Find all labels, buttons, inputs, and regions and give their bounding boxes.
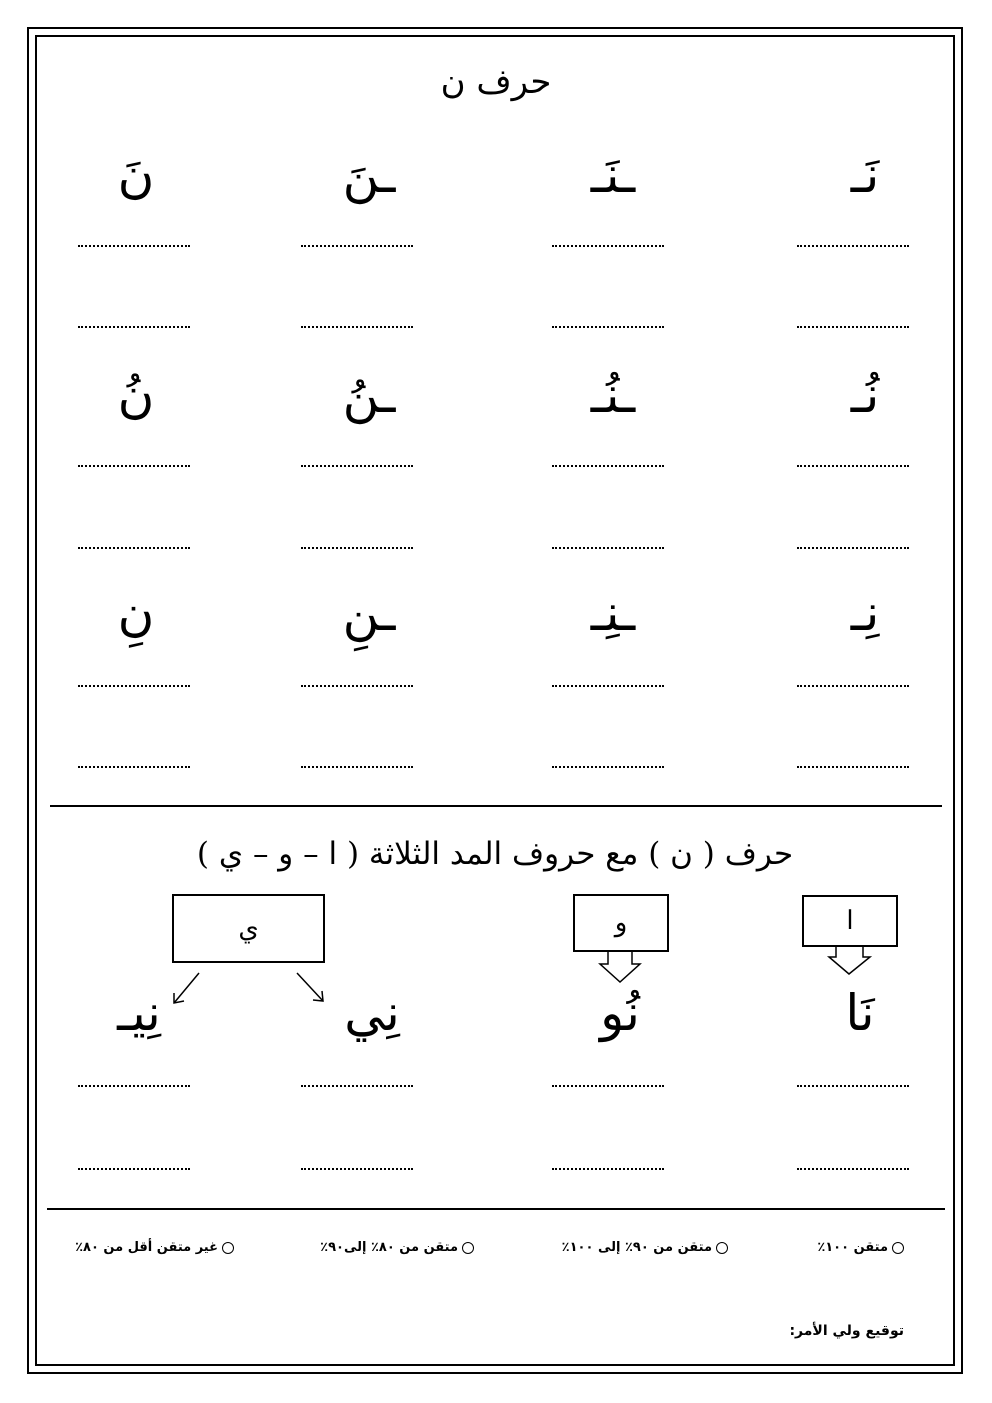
box-ya: ي [172,894,325,963]
writing-line[interactable] [552,1167,664,1170]
letter-row1-middle: ـنَـ [590,146,636,204]
radio-circle-icon[interactable] [892,1242,904,1254]
radio-circle-icon[interactable] [222,1242,234,1254]
letter-row1-isolated: نَ [117,146,155,204]
letter-row3-middle: ـنِـ [590,584,636,642]
letter-row2-end: ـنُ [342,366,396,424]
down-arrow-icon [829,946,870,974]
box-alif: ا [802,895,898,947]
writing-line[interactable] [78,1084,190,1087]
rating-label: متقن ١٠٠٪ [817,1240,888,1255]
rating-option-100[interactable] [817,1240,904,1255]
rating-label: غير متقن أقل من ٨٠٪ [75,1240,218,1255]
letter-row3-end: ـنِ [342,584,396,642]
parent-signature-label: توقيع ولي الأمر: [789,1323,904,1339]
writing-line[interactable] [797,1167,909,1170]
writing-line[interactable] [301,1084,413,1087]
letter-row1-end: ـنَ [342,146,396,204]
rating-label: متقن من ٩٠٪ إلى ١٠٠٪ [561,1240,712,1255]
letter-row2-middle: ـنُـ [590,366,636,424]
letter-row3-isolated: نِ [117,584,155,642]
page-title: حرف ن [440,62,552,102]
letter-row3-start: نِـ [850,584,880,642]
writing-line[interactable] [552,1084,664,1087]
writing-line[interactable] [301,1167,413,1170]
down-arrow-icon [600,951,640,982]
writing-line[interactable] [78,1167,190,1170]
rating-option-80-90[interactable] [320,1240,474,1255]
rating-label: متقن من ٨٠٪ إلى٩٠٪ [320,1240,458,1255]
rating-option-90-100[interactable] [562,1240,728,1255]
rating-option-below-80[interactable] [75,1240,234,1255]
letter-row2-isolated: نُ [117,366,155,424]
word-na: نَا [845,984,875,1042]
section2-title: حرف ( ن ) مع حروف المد الثلاثة ( ا – و – ي ) [196,836,794,872]
word-ni-connected: نِيـ [117,984,161,1042]
box-waw: و [573,894,669,952]
rating-divider [47,1208,945,1210]
letter-row1-isolated-start: نَـ [850,146,880,204]
word-nu: نُو [600,984,640,1042]
letter-row2-start: نُـ [850,366,880,424]
writing-line[interactable] [797,1084,909,1087]
radio-circle-icon[interactable] [716,1242,728,1254]
word-ni: نِي [344,984,400,1042]
radio-circle-icon[interactable] [462,1242,474,1254]
